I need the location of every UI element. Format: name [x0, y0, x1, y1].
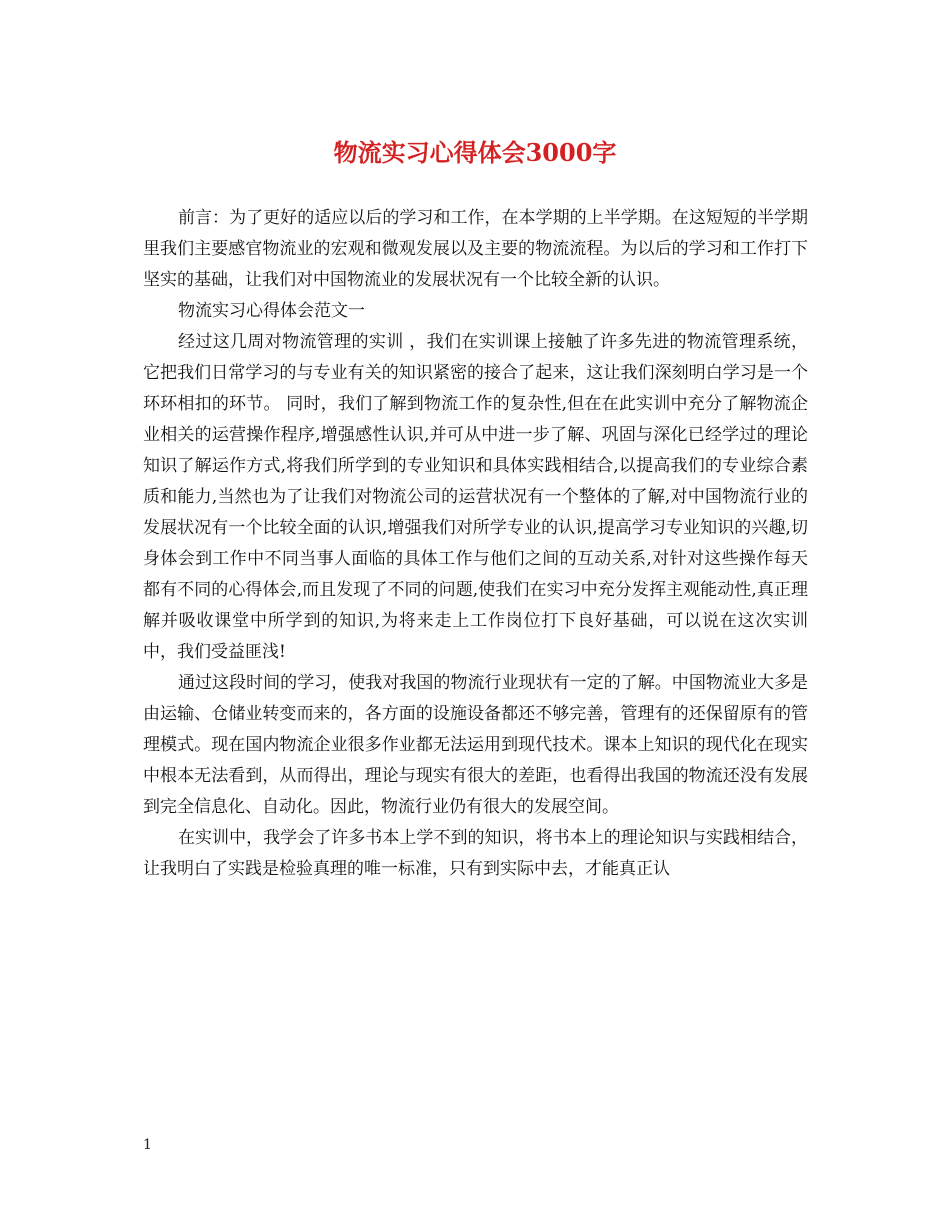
paragraph-practice-learning: 在实训中，我学会了许多书本上学不到的知识，将书本上的理论知识与实践相结合，让我明白了实践是检验真理的唯一标准，只有到实际中去，才能真正认 [143, 828, 808, 879]
paragraph-section-heading: 物流实习心得体会范文一 [178, 301, 365, 321]
page-number: 1 [143, 1137, 152, 1153]
paragraph-training-experience: 经过这几周对物流管理的实训 ，我们在实训课上接触了许多先进的物流管理系统，它把我们日常学习的与专业有关的知识紧密的接合了起来，这让我们深刻明白学习是一个环环相扣的环节。 同时，我们了解到物流工作的复杂性,但在在此实训中充分了解物流企业相关的运营操作程序,增强感性认识,并可从中进一步了解、巩固与深化已经学过的理论知识了解运作方式,将我们所学到的专业知识和具体实践相结合,以提高我们的专业综合素质和能力,当然也为了让我们对物流公司的运营状况有一个整体的了解,对中国物流行业的发展状况有一个比较全面的认识,增强我们对所学专业的认识,提高学习专业知识的兴趣,切身体会到工作中不同当事人面临的具体工作与他们之间的互动关系,对针对这些操作每天都有不同的心得体会,而且发现了不同的问题,使我们在实习中充分发挥主观能动性,真正理解并吸收课堂中所学到的知识,为将来走上工作岗位打下良好基础，可以说在这次实训中，我们受益匪浅! [143, 332, 808, 662]
paragraph-industry-status: 通过这段时间的学习，使我对我国的物流行业现状有一定的了解。中国物流业大多是由运输、仓储业转变而来的，各方面的设施设备都还不够完善，管理有的还保留原有的管理模式。现在国内物流企业很多作业都无法运用到现代技术。课本上知识的现代化在现实中根本无法看到，从而得出，理论与现实有很大的差距，也看得出我国的物流还没有发展到完全信息化、自动化。因此，物流行业仍有很大的发展空间。 [143, 673, 808, 817]
paragraph-preface: 前言：为了更好的适应以后的学习和工作，在本学期的上半学期。在这短短的半学期里我们主要感官物流业的宏观和微观发展以及主要的物流流程。为以后的学习和工作打下坚实的基础，让我们对中国物流业的发展状况有一个比较全新的认识。 [143, 208, 808, 290]
document-title: 物流实习心得体会3000字 [333, 138, 617, 167]
document-body [143, 203, 808, 885]
